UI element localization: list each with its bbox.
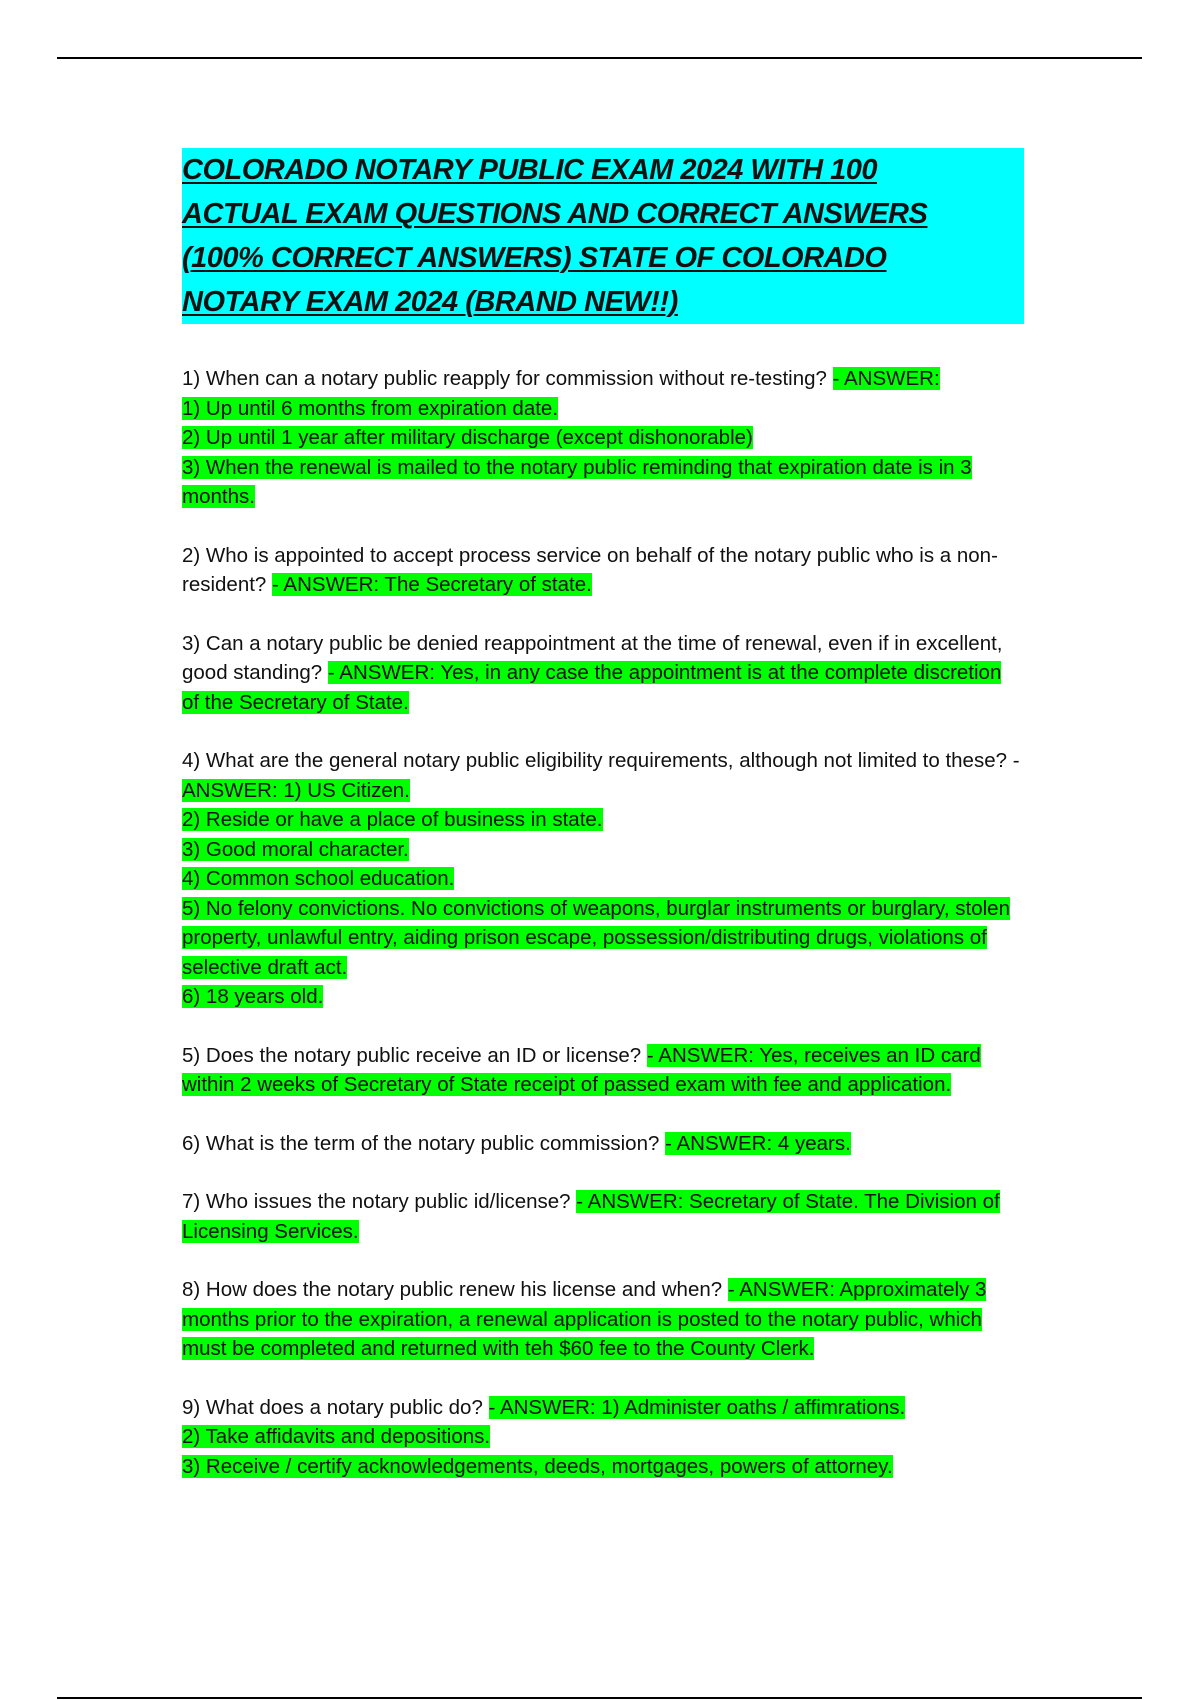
title-line: ACTUAL EXAM QUESTIONS AND CORRECT ANSWERS bbox=[182, 198, 928, 230]
question-text: 4) What are the general notary public eligibility requirements, although not limited to these? - bbox=[182, 749, 1020, 772]
title-line: NOTARY EXAM 2024 (BRAND NEW!!) bbox=[182, 286, 678, 318]
qa-item-1 bbox=[182, 364, 1024, 512]
answer-line: 3) When the renewal is mailed to the notary public reminding that expiration date is in 3 months. bbox=[182, 455, 972, 508]
answer-line: 3) Good moral character. bbox=[182, 837, 409, 861]
answer-text: - ANSWER: Yes, in any case the appointment is at the complete discretion of the Secretary of State. bbox=[182, 661, 1002, 714]
title-line: COLORADO NOTARY PUBLIC EXAM 2024 WITH 100 bbox=[182, 154, 877, 186]
answer-line: 4) Common school education. bbox=[182, 867, 455, 890]
qa-item-7 bbox=[182, 1187, 1024, 1246]
answer-line: 2) Take affidavits and depositions. bbox=[182, 1425, 491, 1448]
bottom-rule bbox=[57, 1697, 1142, 1699]
qa-item-5 bbox=[182, 1041, 1024, 1100]
answer-text: - ANSWER: bbox=[832, 367, 940, 390]
question-text: 1) When can a notary public reapply for commission without re-testing? bbox=[182, 367, 833, 390]
document-body bbox=[182, 148, 1024, 1510]
title-line: (100% CORRECT ANSWERS) STATE OF COLORADO bbox=[182, 242, 887, 274]
answer-line: 2) Up until 1 year after military discharge (except dishonorable) bbox=[182, 426, 753, 449]
question-text: 2) Who is appointed to accept process service on behalf of the notary public who is a non-resident? bbox=[182, 543, 998, 596]
answer-text: - ANSWER: 4 years. bbox=[665, 1131, 851, 1155]
answer-line: 6) 18 years old. bbox=[182, 985, 324, 1008]
top-rule bbox=[57, 57, 1142, 59]
answer-line: 1) Up until 6 months from expiration date. bbox=[182, 396, 559, 420]
qa-item-6 bbox=[182, 1129, 1024, 1159]
question-text: 6) What is the term of the notary public commission? bbox=[182, 1131, 666, 1155]
answer-text: - ANSWER: Secretary of State. The Division of Licensing Services. bbox=[182, 1190, 1000, 1243]
answer-line: 3) Receive / certify acknowledgements, deeds, mortgages, powers of attorney. bbox=[182, 1454, 893, 1478]
qa-item-9 bbox=[182, 1393, 1024, 1482]
answer-text: - ANSWER: The Secretary of state. bbox=[272, 573, 592, 596]
qa-item-4 bbox=[182, 746, 1024, 1012]
answer-text: ANSWER: 1) US Citizen. bbox=[182, 778, 410, 802]
qa-item-3 bbox=[182, 629, 1024, 718]
answer-text: - ANSWER: Yes, receives an ID card within 2 weeks of Secretary of State receipt of passed exam with fee and application. bbox=[182, 1043, 981, 1096]
qa-item-8 bbox=[182, 1275, 1024, 1364]
answer-text: - ANSWER: 1) Administer oaths / affimrations. bbox=[488, 1395, 906, 1419]
qa-item-2 bbox=[182, 541, 1024, 600]
document-title bbox=[182, 148, 1024, 324]
answer-text: - ANSWER: Approximately 3 months prior to the expiration, a renewal application is posted to the notary public, which must be completed and returned with teh $60 fee to the County Clerk. bbox=[182, 1278, 987, 1360]
answer-line: 5) No felony convictions. No convictions of weapons, burglar instruments or burglary, stolen property, unlawful entry, aiding prison escape, possession/distributing drugs, violations of selective draft act. bbox=[182, 896, 1010, 979]
answer-line: 2) Reside or have a place of business in state. bbox=[182, 808, 603, 831]
question-text: 8) How does the notary public renew his license and when? bbox=[182, 1278, 728, 1301]
question-text: 5) Does the notary public receive an ID or license? bbox=[182, 1043, 647, 1067]
question-text: 3) Can a notary public be denied reappointment at the time of renewal, even if in excellent, good standing? bbox=[182, 631, 1003, 684]
question-text: 7) Who issues the notary public id/license? bbox=[182, 1190, 577, 1213]
question-text: 9) What does a notary public do? bbox=[182, 1395, 489, 1419]
